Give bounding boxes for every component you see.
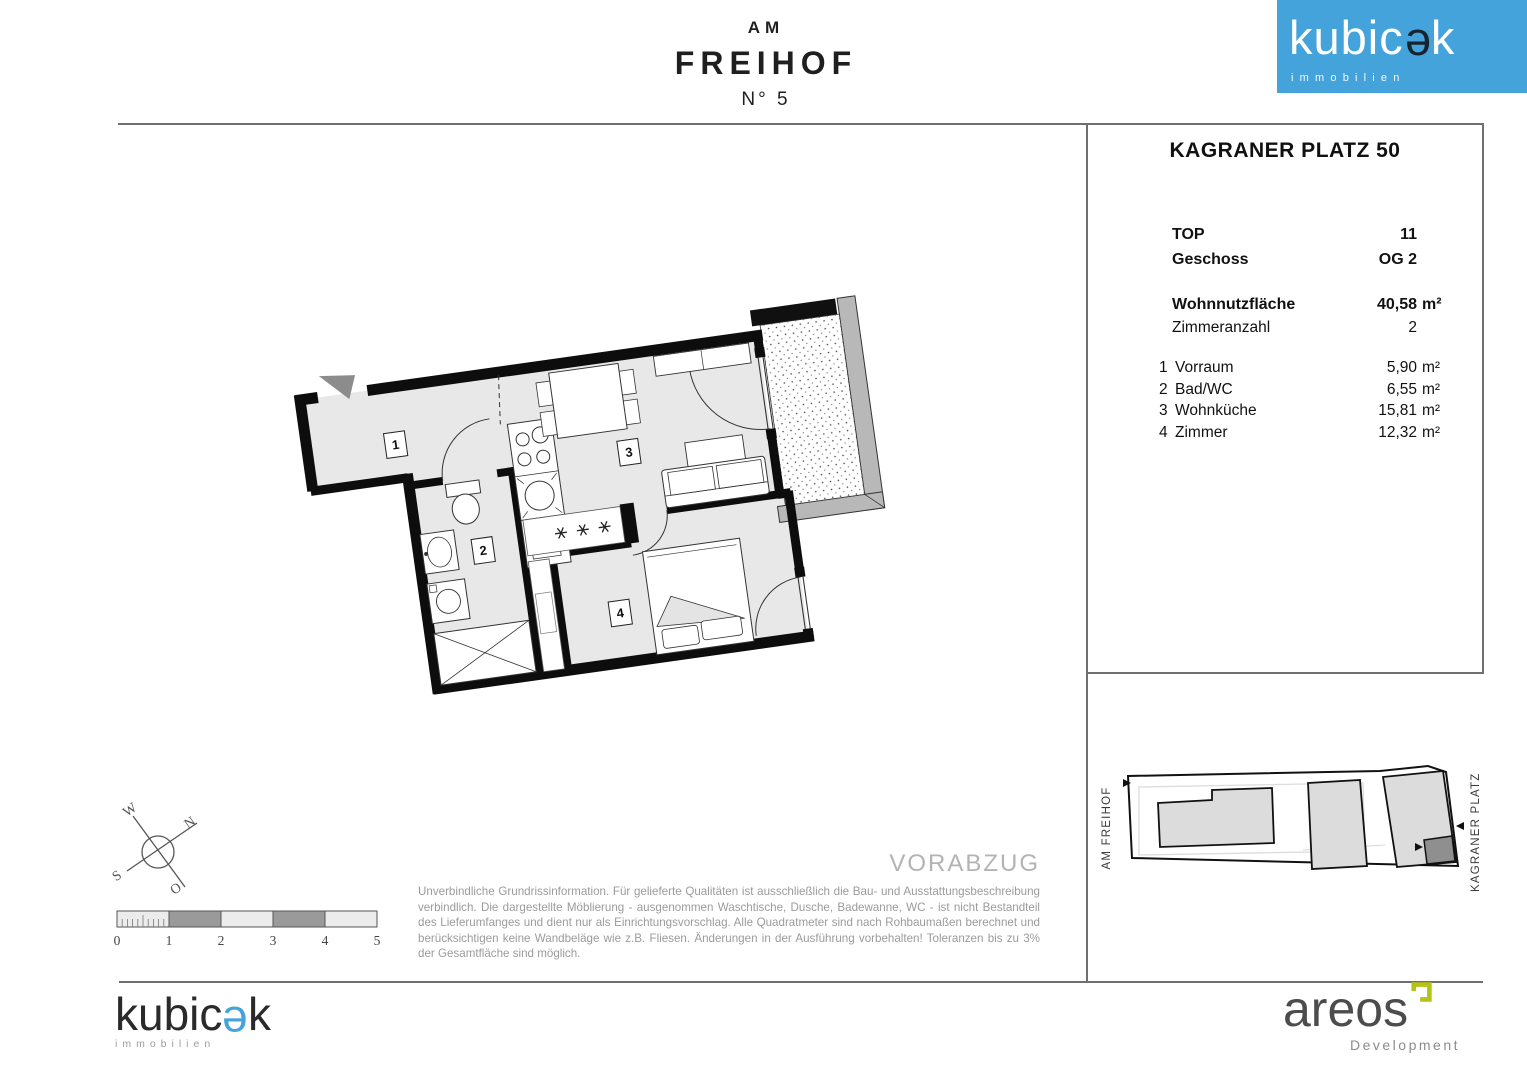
kubicek-logo-e-icon: e xyxy=(1403,20,1431,73)
room-number: 3 xyxy=(1159,402,1168,419)
kubicek-logo xyxy=(1289,11,1456,73)
kubicek-footer-suffix: k xyxy=(247,988,271,1040)
compass-west-label: W xyxy=(120,800,141,821)
scale-tick-4: 4 xyxy=(321,933,329,948)
kubicek-footer-prefix: kubic xyxy=(115,988,223,1040)
site-building-middle xyxy=(1308,780,1367,869)
areos-logo xyxy=(1283,981,1503,1053)
site-plan xyxy=(1095,755,1515,890)
footer-rule xyxy=(119,981,1483,983)
washing-machine-icon xyxy=(427,579,470,624)
table-row xyxy=(1159,381,1449,403)
table-row xyxy=(1159,251,1449,276)
room-unit: m² xyxy=(1422,402,1441,419)
room-unit: m² xyxy=(1422,380,1441,398)
site-marker-right-icon xyxy=(1456,822,1464,830)
unit-info-table xyxy=(1159,226,1449,445)
row-value: 11 xyxy=(1400,226,1417,243)
project-logo-line3: N° 5 xyxy=(741,89,791,110)
watermark-vorabzug: VORABZUG xyxy=(889,850,1040,877)
room-label-3: 3 xyxy=(624,444,634,461)
room-unit: m² xyxy=(1422,359,1441,376)
table-row xyxy=(1159,296,1449,319)
row-unit: m² xyxy=(1422,296,1442,313)
kubicek-banner-subtitle: immobilien xyxy=(1291,72,1406,84)
room-name: Zimmer xyxy=(1175,423,1228,441)
table-row xyxy=(1159,319,1449,342)
room-area: 5,90 xyxy=(1386,359,1417,376)
kubicek-footer-e-icon: e xyxy=(222,997,248,1049)
areos-subtitle: Development xyxy=(1350,1037,1460,1053)
scale-tick-5: 5 xyxy=(373,933,381,948)
project-logo-line2: FREIHOF xyxy=(674,45,858,81)
room-number: 2 xyxy=(1159,380,1168,398)
room-name: Wohnküche xyxy=(1175,402,1257,419)
vertical-divider xyxy=(1086,123,1088,983)
kubicek-footer-logo xyxy=(115,988,271,1050)
room-area: 6,55 xyxy=(1386,380,1417,398)
kubicek-banner xyxy=(1277,0,1527,93)
areos-wordmark: areos xyxy=(1283,981,1409,1037)
room-number: 1 xyxy=(1159,359,1168,376)
room-number: 4 xyxy=(1159,423,1168,441)
floor-plan-drawing xyxy=(240,270,900,730)
header-rule xyxy=(118,123,1483,125)
table-row xyxy=(1159,402,1449,424)
compass-north-label: N xyxy=(181,814,199,833)
street-label-kagraner-platz: KAGRANER PLATZ xyxy=(1470,772,1482,892)
compass-east-label: O xyxy=(167,880,185,899)
scale-tick-1: 1 xyxy=(165,933,173,948)
room-area: 12,32 xyxy=(1378,423,1417,441)
info-box-bottom-border xyxy=(1086,672,1483,674)
bed-icon xyxy=(642,538,754,655)
info-box-right-border xyxy=(1482,123,1484,674)
table-row xyxy=(1159,359,1449,381)
scale-tick-0: 0 xyxy=(113,933,121,948)
site-unit-highlight xyxy=(1424,836,1455,864)
table-row xyxy=(1159,226,1449,251)
table-row xyxy=(1159,424,1449,446)
project-logo-line1: AM xyxy=(747,18,785,37)
kubicek-footer-subtitle: immobilien xyxy=(115,1038,216,1050)
room-label-1: 1 xyxy=(391,436,401,453)
room-label-4: 4 xyxy=(615,605,625,621)
scale-tick-2: 2 xyxy=(217,933,225,948)
row-label: Geschoss xyxy=(1172,251,1249,268)
row-value: OG 2 xyxy=(1378,251,1417,268)
areos-square-icon xyxy=(1410,962,1434,1012)
scale-bar xyxy=(110,905,390,953)
row-label: Zimmeranzahl xyxy=(1172,319,1271,336)
address-title: KAGRANER PLATZ 50 xyxy=(1169,139,1401,162)
dining-table-icon xyxy=(535,361,641,440)
kubicek-logo-prefix: kubic xyxy=(1289,11,1404,64)
scale-tick-3: 3 xyxy=(269,933,277,948)
disclaimer-text: Unverbindliche Grundrissinformation. Für gelieferte Qualitäten ist ausschließlich die Bau- und Ausstattungsbeschreibung verbindlich. Die dargestellte Möblierung - ausgenommen Waschtische, Dusche, Badewanne, WC - ist nicht Bestandteil des Lieferumfanges und dient nur als Einrichtungsvorschlag. Alle Quadratmeter sind nach Rohbaumaßen berechnet und berücksichtigen keine Wandbeläge wie z.B. Fliesen. Änderungen in der Ausführung vorbehalten! Toleranzen bis zu 3% der Gesamtfläche sind möglich. xyxy=(418,885,1040,961)
compass-rose xyxy=(100,790,240,920)
row-label: Wohnnutzfläche xyxy=(1172,296,1296,313)
room-label-2: 2 xyxy=(478,542,488,559)
room-name: Vorraum xyxy=(1175,359,1234,376)
room-unit: m² xyxy=(1422,423,1441,441)
compass-south-label: S xyxy=(109,868,125,885)
room-name: Bad/WC xyxy=(1175,380,1233,398)
row-value: 2 xyxy=(1408,319,1417,336)
row-value: 40,58 xyxy=(1376,296,1417,313)
street-label-am-freihof: AM FREIHOF xyxy=(1101,786,1113,870)
room-area: 15,81 xyxy=(1378,402,1417,419)
washbasin-icon xyxy=(420,530,459,574)
kubicek-logo-suffix: k xyxy=(1430,11,1456,64)
project-logo xyxy=(640,18,892,111)
row-label: TOP xyxy=(1172,226,1205,243)
